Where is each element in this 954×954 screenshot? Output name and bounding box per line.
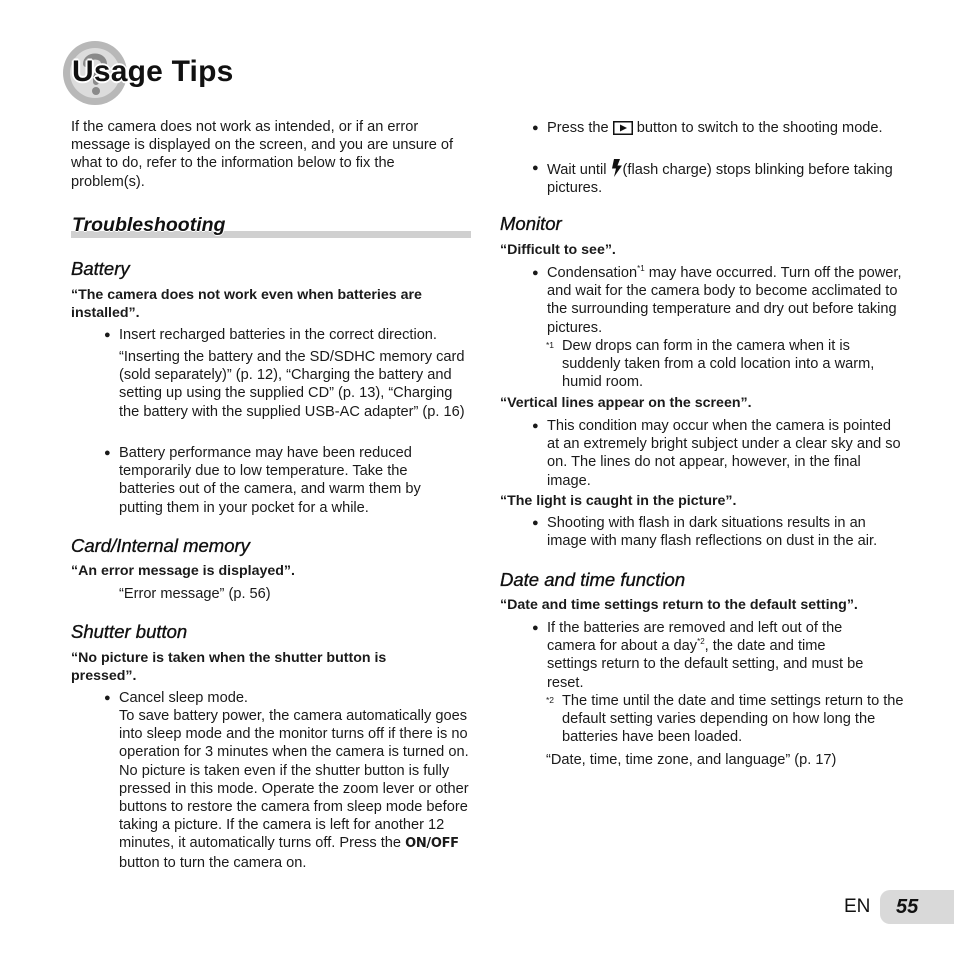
- monitor-bullet-1-pre: Condensation: [547, 265, 638, 281]
- monitor-bullet-3-text: Shooting with flash in dark situations results in an image with many flash reflections on dust in the air.: [547, 515, 878, 550]
- battery-reference: “Inserting the battery and the SD/SDHC memory card (sold separately)” (p. 12), “Charging the battery and setting up using the supplied CD” (p. 13), “Charging the battery with the supplied USB-AC adapter” (p. 16): [119, 349, 465, 420]
- monitor-bullet-2: [532, 417, 904, 490]
- datetime-bullet-1: [532, 619, 872, 692]
- footnote-1: Dew drops can form in the camera when it is suddenly taken from a cold location into a warm, humid room.: [562, 338, 875, 391]
- flash-charge-icon: [611, 159, 623, 177]
- monitor-question-3: “The light is caught in the picture”.: [500, 493, 737, 509]
- flash-text-pre: Wait until: [547, 162, 607, 178]
- battery-bullet-2: [104, 444, 454, 517]
- intro-text: If the camera does not work as intended, or if an error message is displayed on the screen, and you are unsure of what to do, refer to the information below to fix the problem(s).: [71, 119, 454, 190]
- page-title: Usage Tips: [72, 55, 234, 88]
- playback-button-icon: [613, 121, 633, 135]
- section-troubleshooting: [71, 212, 471, 238]
- shutter-body-end: button to turn the camera on.: [119, 854, 307, 871]
- shutter-body: [119, 707, 469, 872]
- monitor-heading: Monitor: [500, 213, 562, 234]
- playback-text-post: button to switch to the shooting mode.: [636, 120, 883, 136]
- footnote-ref-1: *1: [637, 264, 645, 274]
- right-bullet-flash: [532, 159, 902, 197]
- monitor-bullet-3: [532, 514, 904, 550]
- monitor-bullet-1: [532, 264, 902, 337]
- battery-bullet-2-text: Battery performance may have been reduced temporarily due to low temperature. Take the batteries out of the camera, and warm them by putting them in your pocket for a while.: [119, 445, 421, 516]
- battery-heading: Battery: [71, 258, 130, 279]
- shutter-bullet-1: [104, 689, 474, 707]
- monitor-question-1: “Difficult to see”.: [500, 242, 616, 258]
- footnote-ref-2: *2: [697, 637, 705, 647]
- playback-text-pre: Press the: [547, 120, 609, 136]
- footnote-mark-2: *2: [546, 695, 555, 705]
- monitor-bullet-1-post: may have occurred. Turn off the power, and wait for the camera body to become acclimated to the surrounding temperature and dry out before taking pictures.: [547, 265, 902, 336]
- datetime-reference: “Date, time, time zone, and language” (p. 17): [546, 752, 837, 768]
- page-number-value: 55: [896, 896, 919, 918]
- datetime-bullet-1-post: , the date and time settings return to the default setting, and must be reset.: [547, 638, 864, 691]
- card-reference: “Error message” (p. 56): [119, 586, 271, 602]
- footnote-mark-1: *1: [546, 340, 555, 350]
- page-header: [62, 38, 362, 108]
- battery-question: “The camera does not work even when batteries are installed”.: [71, 287, 422, 322]
- shutter-question: “No picture is taken when the shutter button is pressed”.: [71, 650, 387, 685]
- language-label: EN: [844, 896, 871, 917]
- card-question: “An error message is displayed”.: [71, 563, 295, 579]
- card-heading: Card/Internal memory: [71, 535, 250, 556]
- right-bullet-playback: [532, 119, 902, 137]
- flash-text-post: (flash charge) stops blinking before taking pictures.: [547, 162, 893, 197]
- datetime-question: “Date and time settings return to the default setting”.: [500, 597, 858, 613]
- shutter-bullet-1-text: Cancel sleep mode.: [119, 690, 248, 706]
- battery-bullet-1-text: Insert recharged batteries in the correct direction.: [119, 327, 437, 343]
- datetime-bullet-1-pre: If the batteries are removed and left out of the camera for about a day: [547, 620, 843, 655]
- monitor-bullet-2-text: This condition may occur when the camera is pointed at an extremely bright subject under a clear sky and so on. The lines do not appear, however, in the final image.: [547, 418, 901, 489]
- footnote-2: The time until the date and time settings return to the default setting varies depending on how long the batteries have been loaded.: [562, 693, 904, 746]
- shutter-body-text: To save battery power, the camera automatically goes into sleep mode and the monitor turns off if there is no operation for 3 minutes when the camera is turned on. No picture is taken even if the shutter button is fully pressed in this mode. Operate the zoom lever or other buttons to restore the camera from sleep mode before taking a picture. If the camera is left for another 12 minutes, it automatically turns off. Press the: [119, 708, 469, 852]
- section-title: Troubleshooting: [72, 214, 226, 236]
- onoff-button-label: ON/OFF: [405, 836, 459, 852]
- datetime-heading: Date and time function: [500, 569, 686, 590]
- page-number-tab: [880, 890, 954, 924]
- shutter-heading: Shutter button: [71, 621, 188, 642]
- monitor-question-2: “Vertical lines appear on the screen”.: [500, 395, 752, 411]
- battery-bullet-1: [104, 326, 474, 344]
